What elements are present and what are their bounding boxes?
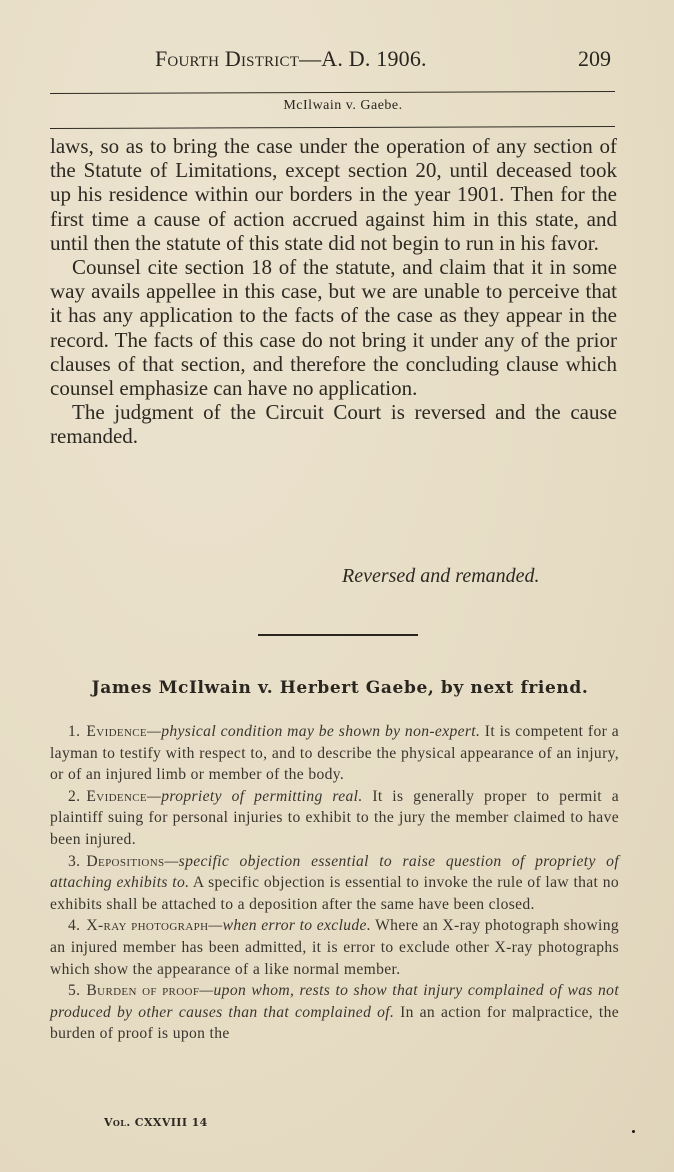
headnote (50, 980, 619, 1045)
headnote-text: A specific objection is essential to invoke the rule of law that no exhibits shall be attached to a deposition after the same have been closed. (50, 874, 619, 913)
headnote-number: 1. (68, 723, 81, 740)
headnote-topic: Evidence (86, 787, 148, 805)
headnote-text: It is competent for a layman to testify with respect to, and to describe the physical appearance of an injury, or of an injured limb or member of the body. (50, 723, 620, 784)
headnote-number: 2. (68, 787, 81, 805)
case-running-subhead: McIlwain v. Gaebe. (283, 98, 403, 113)
ink-speck (632, 1130, 635, 1133)
headnote-subtopic: —specific objection essential to raise question of propriety of attaching exhibits to. (50, 852, 619, 892)
headnote-subtopic: —upon whom, rests to show that injury complained of was not produced by other causes than that complained of. (50, 982, 620, 1021)
disposition: Reversed and remanded. (342, 565, 540, 587)
signature-number: CXXVIII 14 (130, 1116, 208, 1129)
headnote-text: It is generally proper to permit a plaintiff suing for personal injuries to exhibit to the jury the member claimed to have been injured. (50, 787, 619, 848)
running-head-date: —A. D. 1906. (299, 46, 427, 71)
header-rule-top (50, 91, 615, 94)
headnote (50, 851, 619, 916)
headnote (50, 721, 619, 786)
opinion-paragraph: laws, so as to bring the case under the operation of any section of the Statute of Limitations, except section 20, until deceased took up his residence within our borders in the year 1901. Then for the first time a cause of action accrued against him in this state, and until then the statute of this state did not begin to run in his favor. (50, 134, 617, 255)
headnotes (50, 721, 619, 1045)
opinion-text (50, 134, 617, 449)
case-title: James McIlwain v. Herbert Gaebe, by next friend. (91, 678, 589, 698)
headnote-number: 4. (68, 917, 81, 935)
signature-vol: Vol. (104, 1116, 131, 1129)
opinion-paragraph: Counsel cite section 18 of the statute, and claim that it in some way avails appellee in this case, but we are unable to perceive that it has any application to the facts of the case as they appear in the record. The facts of this case do not bring it under any of the prior clauses of that section, and therefore the concluding clause which counsel emphasize can have no application. (50, 255, 617, 401)
page-header (0, 46, 674, 76)
section-divider (258, 634, 418, 636)
headnote-topic: Depositions (86, 852, 165, 870)
signature-mark (104, 1116, 208, 1129)
headnote-topic: Evidence (86, 723, 148, 740)
running-head (155, 46, 427, 72)
running-head-district: Fourth District (155, 46, 300, 71)
headnote-subtopic: —propriety of permitting real. (147, 787, 363, 805)
headnote-topic: X-ray photograph (86, 917, 209, 935)
headnote-subtopic: —physical condition may be shown by non-expert. (147, 723, 481, 740)
headnote-subtopic: —when error to exclude. (208, 917, 372, 935)
headnote-topic: Burden of proof (86, 982, 200, 1000)
headnote-text: Where an X-ray photograph showing an injured member has been admitted, it is error to exclude other X-ray photographs which show the appearance of a like normal member. (50, 917, 619, 978)
page-number: 209 (578, 46, 611, 71)
header-rule-bottom (50, 126, 615, 129)
headnote (50, 786, 619, 851)
headnote-text: In an action for malpractice, the burden of proof is upon the (50, 1003, 619, 1043)
opinion-paragraph: The judgment of the Circuit Court is reversed and the cause remanded. (50, 400, 617, 449)
headnote-number: 3. (68, 852, 81, 870)
headnote (50, 915, 619, 980)
headnote-number: 5. (68, 982, 81, 1000)
